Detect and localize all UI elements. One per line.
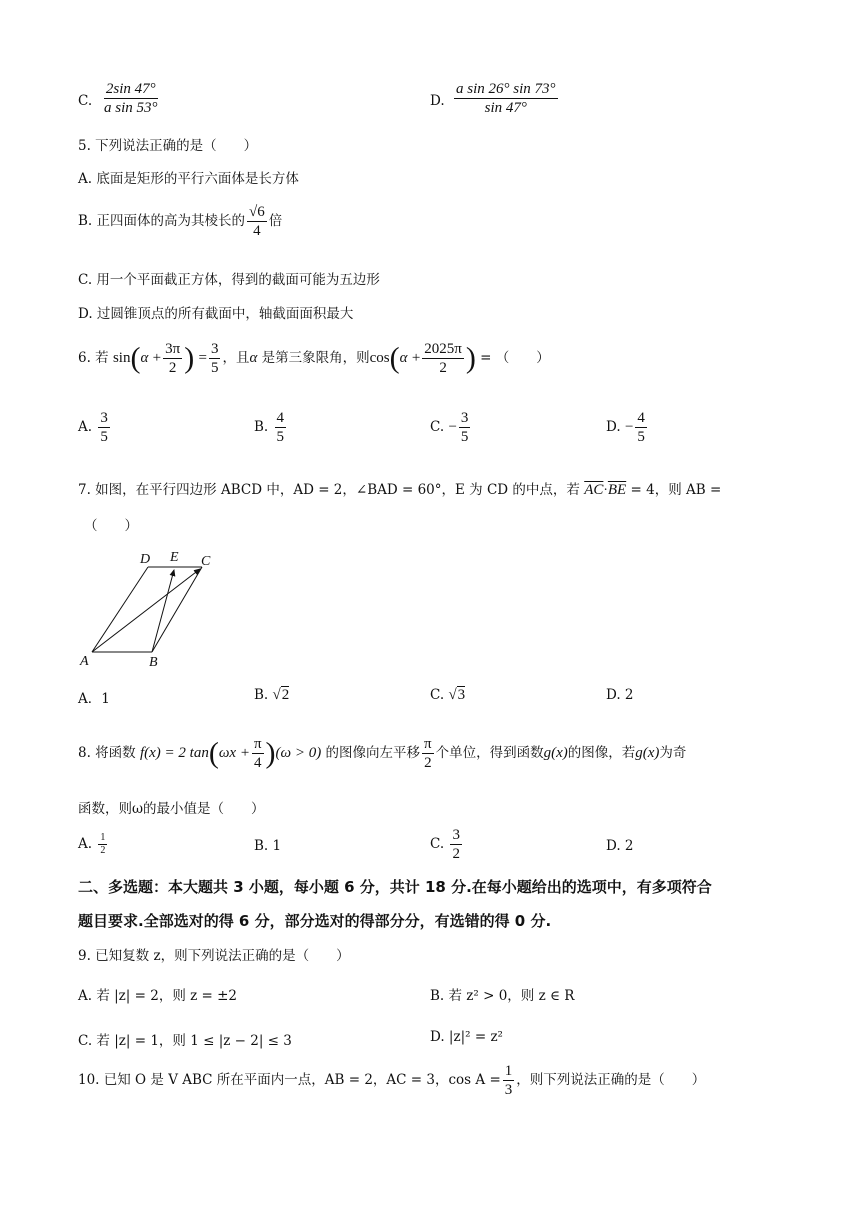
q9-stem: 9. 已知复数 z，则下列说法正确的是（ ） xyxy=(78,948,350,964)
q6-mid: ，且 xyxy=(222,350,250,366)
q7-option-a: A．1 xyxy=(78,691,110,707)
q7-option-c: C. √3 xyxy=(430,687,466,703)
q4-c-numerator: 2sin 47° xyxy=(105,81,156,97)
q7-line1: 7. 如图，在平行四边形 ABCD 中，AD = 2，∠BAD = 60°，E 为 CD 的中点，若 xyxy=(78,482,580,498)
q6-b-label: B. xyxy=(254,419,269,435)
q8-inner: ωx + xyxy=(218,745,250,761)
q6-c-num: 3 xyxy=(460,410,469,426)
q6-plus: + xyxy=(152,350,162,366)
q6-right-paren-2: ) xyxy=(465,341,476,375)
q8-pi-den: 4 xyxy=(253,755,262,771)
q5-b-text: B. 正四面体的高为其棱长的 xyxy=(78,213,246,229)
q5-option-d: D. 过圆锥顶点的所有截面中，轴截面面积最大 xyxy=(78,306,354,322)
q5-b-suffix: 倍 xyxy=(268,213,283,229)
q8-option-b: B. 1 xyxy=(254,838,282,854)
q6-option-d xyxy=(606,409,649,446)
q8-line2: 函数，则ω的最小值是（ ） xyxy=(78,801,265,817)
q7-c-value: 3 xyxy=(457,687,466,703)
q6-c-den: 5 xyxy=(460,429,469,445)
q7-stem xyxy=(78,478,721,499)
q6-d-den: 5 xyxy=(637,429,645,445)
label-a: A xyxy=(80,654,89,669)
q6-frac2-den: 2 xyxy=(439,360,447,376)
q6-d-num: 4 xyxy=(637,410,645,426)
q6-a-label: A. xyxy=(78,419,93,435)
section2-line2: 题目要求.全部选对的得 6 分，部分选对的得部分分，有选错的得 0 分. xyxy=(78,912,552,930)
edge-da xyxy=(92,567,148,652)
label-c: C xyxy=(201,554,211,569)
q8-a-num: 1 xyxy=(100,832,106,843)
q6-sin: sin xyxy=(112,350,131,366)
q8-g2: g(x) xyxy=(635,745,660,761)
q4-option-c-label: C. xyxy=(78,93,93,109)
q8-cond: (ω > 0) xyxy=(275,745,322,761)
edge-bc xyxy=(152,567,202,652)
q6-c-label: C. xyxy=(430,419,445,435)
q8-left-paren: ( xyxy=(208,736,219,770)
q8-option-d: D. 2 xyxy=(606,838,634,854)
vector-ac-line xyxy=(92,569,200,652)
q6-cos: cos xyxy=(369,350,390,366)
q7-paren: （ ） xyxy=(84,518,138,534)
q8-stem xyxy=(78,735,686,772)
q6-right-paren: ) xyxy=(184,341,195,375)
q10-stem xyxy=(78,1062,705,1099)
label-e: E xyxy=(170,550,179,565)
q6-prefix: 6. 若 xyxy=(78,350,109,366)
q9-option-d: D. |z|² = z² xyxy=(430,1029,503,1045)
q6-suffix: = （ ） xyxy=(480,350,550,366)
q6-frac1-num: 3π xyxy=(165,341,181,357)
q8-c-num: 3 xyxy=(452,827,460,843)
q6-alpha-2: α xyxy=(249,350,258,366)
q6-b-den: 5 xyxy=(276,429,285,445)
q5-stem: 5. 下列说法正确的是（ ） xyxy=(78,138,258,154)
q6-plus-2: + xyxy=(411,350,421,366)
q6-d-label: D. xyxy=(606,419,621,435)
q8-a-label: A. xyxy=(78,836,93,852)
q10-den: 3 xyxy=(504,1082,513,1098)
q7-b-label: B. xyxy=(254,687,269,703)
parallelogram-figure xyxy=(72,545,232,670)
vector-be-line xyxy=(152,570,174,652)
q8-g: g(x) xyxy=(543,745,568,761)
q6-a-num: 3 xyxy=(100,410,108,426)
q8-mid2: 个单位，得到函数 xyxy=(435,745,544,761)
q8-c-den: 2 xyxy=(452,846,460,862)
q6-option-a xyxy=(78,409,112,446)
q4-option-d xyxy=(452,80,560,117)
q8-pi-num: π xyxy=(253,736,262,752)
q7-option-d: D. 2 xyxy=(606,687,634,703)
q5-option-b xyxy=(78,203,282,240)
q6-d-sign: − xyxy=(624,419,634,435)
q6-val-num: 3 xyxy=(210,341,219,357)
q6-alpha: α xyxy=(140,350,149,366)
q8-shift-num: π xyxy=(424,736,432,752)
q6-option-b xyxy=(254,409,288,446)
q6-eq: = xyxy=(198,350,207,366)
q7-option-b: B. √2 xyxy=(254,687,290,703)
q6-b-num: 4 xyxy=(276,410,285,426)
q6-alpha-3: α xyxy=(399,350,408,366)
q4-c-denominator: a sin 53° xyxy=(104,100,158,116)
q9-option-c: C. 若 |z| = 1，则 1 ≤ |z − 2| ≤ 3 xyxy=(78,1033,292,1049)
q6-option-c xyxy=(430,409,472,446)
q10-num: 1 xyxy=(504,1063,513,1079)
q7-vector-be: $\overline{BE}$ xyxy=(607,482,627,498)
q6-mid2: 是第三象限角，则 xyxy=(261,350,370,366)
label-b: B xyxy=(149,655,158,670)
q6-val-den: 5 xyxy=(210,360,219,376)
q8-mid: 的图像向左平移 xyxy=(325,745,421,761)
q4-option-c xyxy=(100,80,162,117)
q10-suffix: ，则下列说法正确的是（ ） xyxy=(516,1072,706,1088)
q8-right-paren: ) xyxy=(265,736,276,770)
section2-line1: 二、多选题：本大题共 3 小题，每小题 6 分，共计 18 分.在每小题给出的选项中，有多项符合 xyxy=(78,878,712,896)
q6-c-sign: − xyxy=(448,419,457,435)
q6-left-paren-2: ( xyxy=(389,341,400,375)
q7-vector-ac: $\overline{AC}$ xyxy=(584,482,604,498)
q5-b-denominator: 4 xyxy=(253,223,261,239)
label-d: D xyxy=(140,552,151,567)
q8-mid3: 的图像，若 xyxy=(567,745,636,761)
q4-d-numerator: a sin 26° sin 73° xyxy=(456,81,556,97)
q5-b-numerator: √6 xyxy=(249,204,265,220)
q8-c-label: C. xyxy=(430,836,445,852)
q6-stem xyxy=(78,340,550,377)
q10-prefix: 10. 已知 O 是 V ABC 所在平面内一点，AB = 2，AC = 3，cos A = xyxy=(78,1072,501,1088)
q8-shift-den: 2 xyxy=(424,755,432,771)
q8-prefix: 8. 将函数 xyxy=(78,745,136,761)
q7-c-label: C. xyxy=(430,687,445,703)
q4-option-d-label: D. xyxy=(430,93,445,109)
q6-frac2-num: 2025π xyxy=(424,341,462,357)
q9-option-b: B. 若 z² > 0，则 z ∈ R xyxy=(430,988,575,1004)
q8-option-c xyxy=(430,826,464,863)
q4-d-denominator: sin 47° xyxy=(484,100,527,116)
q5-option-a: A. 底面是矩形的平行六面体是长方体 xyxy=(78,171,299,187)
q6-a-den: 5 xyxy=(100,429,108,445)
q8-a-den: 2 xyxy=(100,845,106,856)
q7-dot: · xyxy=(603,482,608,497)
q7-condition: = 4，则 AB = xyxy=(630,482,722,498)
q6-frac1-den: 2 xyxy=(168,360,177,376)
q7-b-value: 2 xyxy=(281,687,290,703)
q9-option-a: A. 若 |z| = 2，则 z = ±2 xyxy=(78,988,238,1004)
q8-end: 为奇 xyxy=(659,745,687,761)
q6-left-paren: ( xyxy=(130,341,141,375)
q8-option-a xyxy=(78,832,109,857)
q5-option-c: C. 用一个平面截正方体，得到的截面可能为五边形 xyxy=(78,272,380,288)
q8-func: f(x) = 2 tan xyxy=(139,745,209,761)
